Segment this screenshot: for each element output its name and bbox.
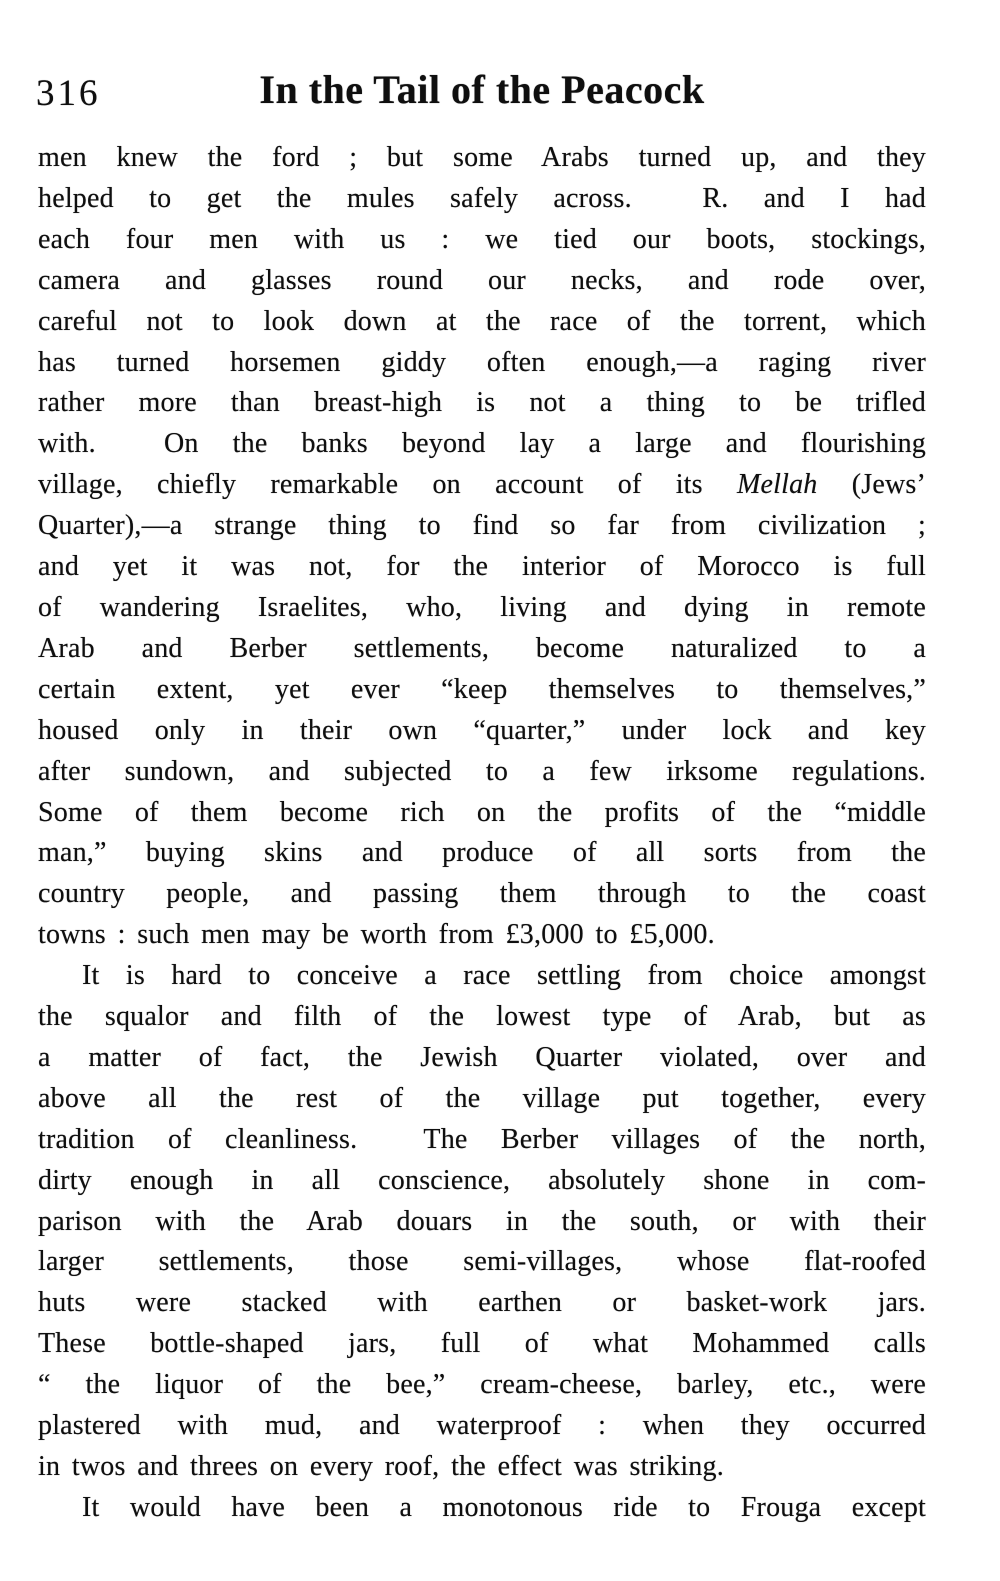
text-line: camera and glasses round our necks, and rode over, xyxy=(38,264,926,296)
text-line: after sundown, and subjected to a few irksome regulations. xyxy=(38,755,926,787)
text-line: housed only in their own “quarter,” under lock and key xyxy=(38,714,926,746)
text-line: of wandering Israelites, who, living and dying in remote xyxy=(38,591,926,623)
text-line: country people, and passing them through to the coast xyxy=(38,878,926,910)
text-line: Some of them become rich on the profits of the “middle xyxy=(38,796,926,828)
text-line: the squalor and filth of the lowest type of Arab, but as xyxy=(38,1001,926,1033)
text-line: parison with the Arab douars in the south, or with their xyxy=(38,1205,926,1237)
page-header xyxy=(0,0,1000,130)
text-line: and yet it was not, for the interior of Morocco is full xyxy=(38,551,926,583)
text-line: dirty enough in all conscience, absolutely shone in com- xyxy=(38,1164,926,1196)
page-title: In the Tail of the Peacock xyxy=(259,67,705,112)
text-line: It would have been a monotonous ride to Frouga except xyxy=(82,1491,926,1523)
text-line: careful not to look down at the race of the torrent, which xyxy=(38,305,926,337)
text-line: Quarter),—a strange thing to find so far from civilization ; xyxy=(38,510,926,542)
text-line: certain extent, yet ever “keep themselves to themselves,” xyxy=(38,673,926,705)
text-line: men knew the ford ; but some Arabs turned up, and they xyxy=(38,142,926,173)
text-line: These bottle-shaped jars, full of what Mohammed calls xyxy=(38,1328,926,1360)
text-line: “ the liquor of the bee,” cream-cheese, barley, etc., were xyxy=(38,1369,926,1401)
page-body xyxy=(38,138,926,1529)
text-line: in twos and threes on every roof, the effect was striking. xyxy=(38,1451,724,1482)
text-line: huts were stacked with earthen or basket-work jars. xyxy=(38,1287,926,1319)
text-line: helped to get the mules safely across. R. and I had xyxy=(38,182,926,214)
text-line: with. On the banks beyond lay a large and flourishing xyxy=(38,428,926,460)
text-line: It is hard to conceive a race settling from choice amongst xyxy=(82,960,926,992)
text-line: man,” buying skins and produce of all sorts from the xyxy=(38,837,926,869)
text-line: each four men with us : we tied our boots, stockings, xyxy=(38,223,926,255)
text-line: rather more than breast-high is not a thing to be trifled xyxy=(38,387,926,419)
text-line: village, chiefly remarkable on account of its Mellah (Jews’ xyxy=(38,469,926,501)
text-line: towns : such men may be worth from £3,000 to £5,000. xyxy=(38,919,715,951)
text-line: above all the rest of the village put together, every xyxy=(38,1082,926,1114)
page-number: 316 xyxy=(36,73,101,114)
paragraph xyxy=(38,138,926,956)
text-line: plastered with mud, and waterproof : when they occurred xyxy=(38,1410,926,1442)
text-line: a matter of fact, the Jewish Quarter violated, over and xyxy=(38,1041,926,1073)
text-line: tradition of cleanliness. The Berber villages of the north, xyxy=(38,1123,926,1155)
text-line: has turned horsemen giddy often enough,—a raging river xyxy=(38,346,926,378)
text-line: Arab and Berber settlements, become naturalized to a xyxy=(38,632,926,664)
italic-term: Mellah xyxy=(736,469,818,501)
paragraph xyxy=(38,956,926,1488)
paragraph xyxy=(38,1488,926,1529)
text-line: larger settlements, those semi-villages, whose flat-roofed xyxy=(38,1246,926,1278)
